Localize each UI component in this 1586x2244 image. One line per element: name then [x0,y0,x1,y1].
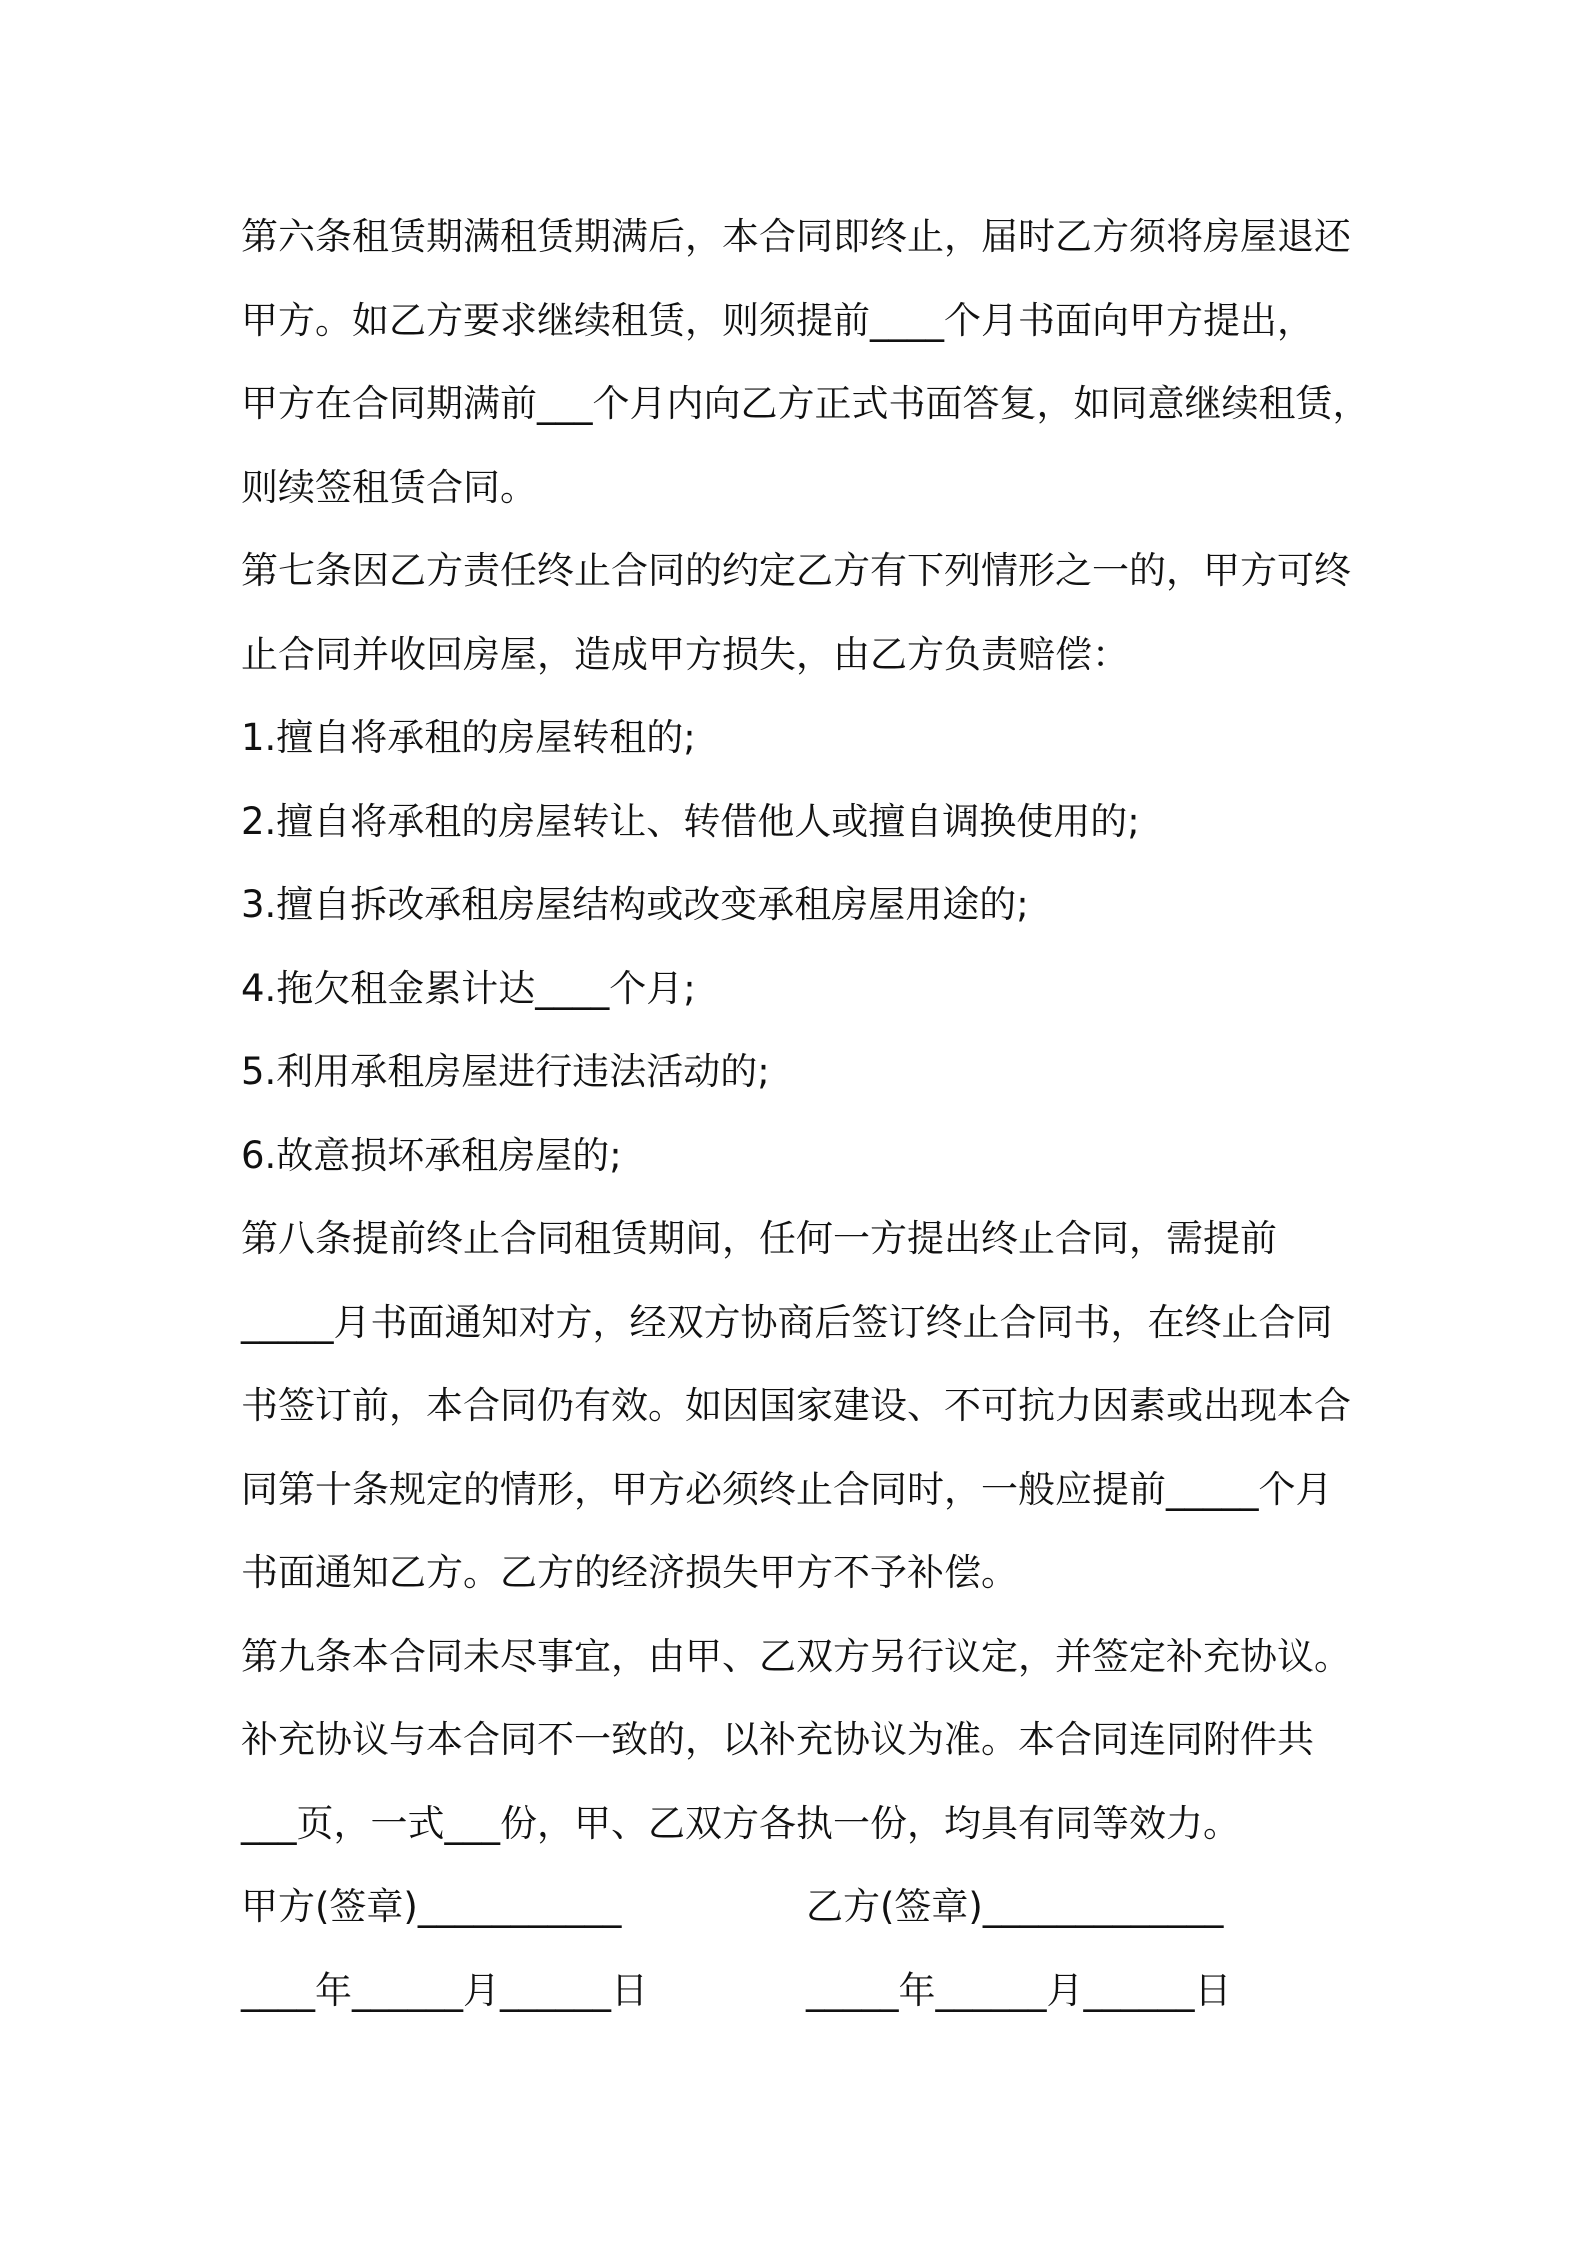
text-line: 同第十条规定的情形，甲方必须终止合同时，一般应提前_____个月 [241,1467,1333,1511]
list-item: 2.擅自将承租的房屋转让、转借他人或擅自调换使用的; [241,799,1140,843]
text-line: 书签订前，本合同仍有效。如因国家建设、不可抗力因素或出现本合 [241,1384,1351,1427]
list-item: 5.利用承租房屋进行违法活动的; [241,1050,770,1093]
contract-body [241,195,1371,2032]
signature-row [241,1865,1371,1949]
list-item: 6.故意损坏承租房屋的; [241,1133,622,1177]
text-line: _____月书面通知对方，经双方协商后签订终止合同书，在终止合同 [241,1300,1333,1344]
list-item: 3.擅自拆改承租房屋结构或改变承租房屋用途的; [241,883,1029,926]
text-line: 补充协议与本合同不一致的，以补充协议为准。本合同连同附件共 [241,1718,1314,1761]
text-line: 第七条因乙方责任终止合同的约定乙方有下列情形之一的，甲方可终 [241,549,1351,592]
text-line: 书面通知乙方。乙方的经济损失甲方不予补偿。 [241,1551,1018,1594]
text-line: 第六条租赁期满租赁期满后，本合同即终止，届时乙方须将房屋退还 [241,215,1351,258]
text-line: 甲方。如乙方要求继续租赁，则须提前____个月书面向甲方提出， [241,298,1314,342]
party-a-signature: 甲方(签章)___________ [241,1885,622,1928]
text-line: 止合同并收回房屋，造成甲方损失，由乙方负责赔偿： [241,632,1129,676]
party-b-signature: 乙方(签章)_____________ [806,1885,1224,1928]
list-item: 4.拖欠租金累计达____个月; [241,966,696,1010]
text-line: 甲方在合同期满前___个月内向乙方正式书面答复，如同意继续租赁， [241,382,1370,425]
text-line: 第八条提前终止合同租赁期间，任何一方提出终止合同，需提前 [241,1217,1277,1260]
text-line: 第九条本合同未尽事宜，由甲、乙双方另行议定，并签定补充协议。 [241,1634,1351,1678]
list-item: 1.擅自将承租的房屋转租的; [241,716,696,759]
text-line: 则续签租赁合同。 [241,465,537,509]
party-a-date: ____年______月______日 [241,1968,648,2012]
text-line: ___页，一式___份，甲、乙双方各执一份，均具有同等效力。 [241,1801,1240,1845]
party-b-date: _____年______月______日 [806,1968,1232,2012]
date-row [241,1949,1371,2033]
